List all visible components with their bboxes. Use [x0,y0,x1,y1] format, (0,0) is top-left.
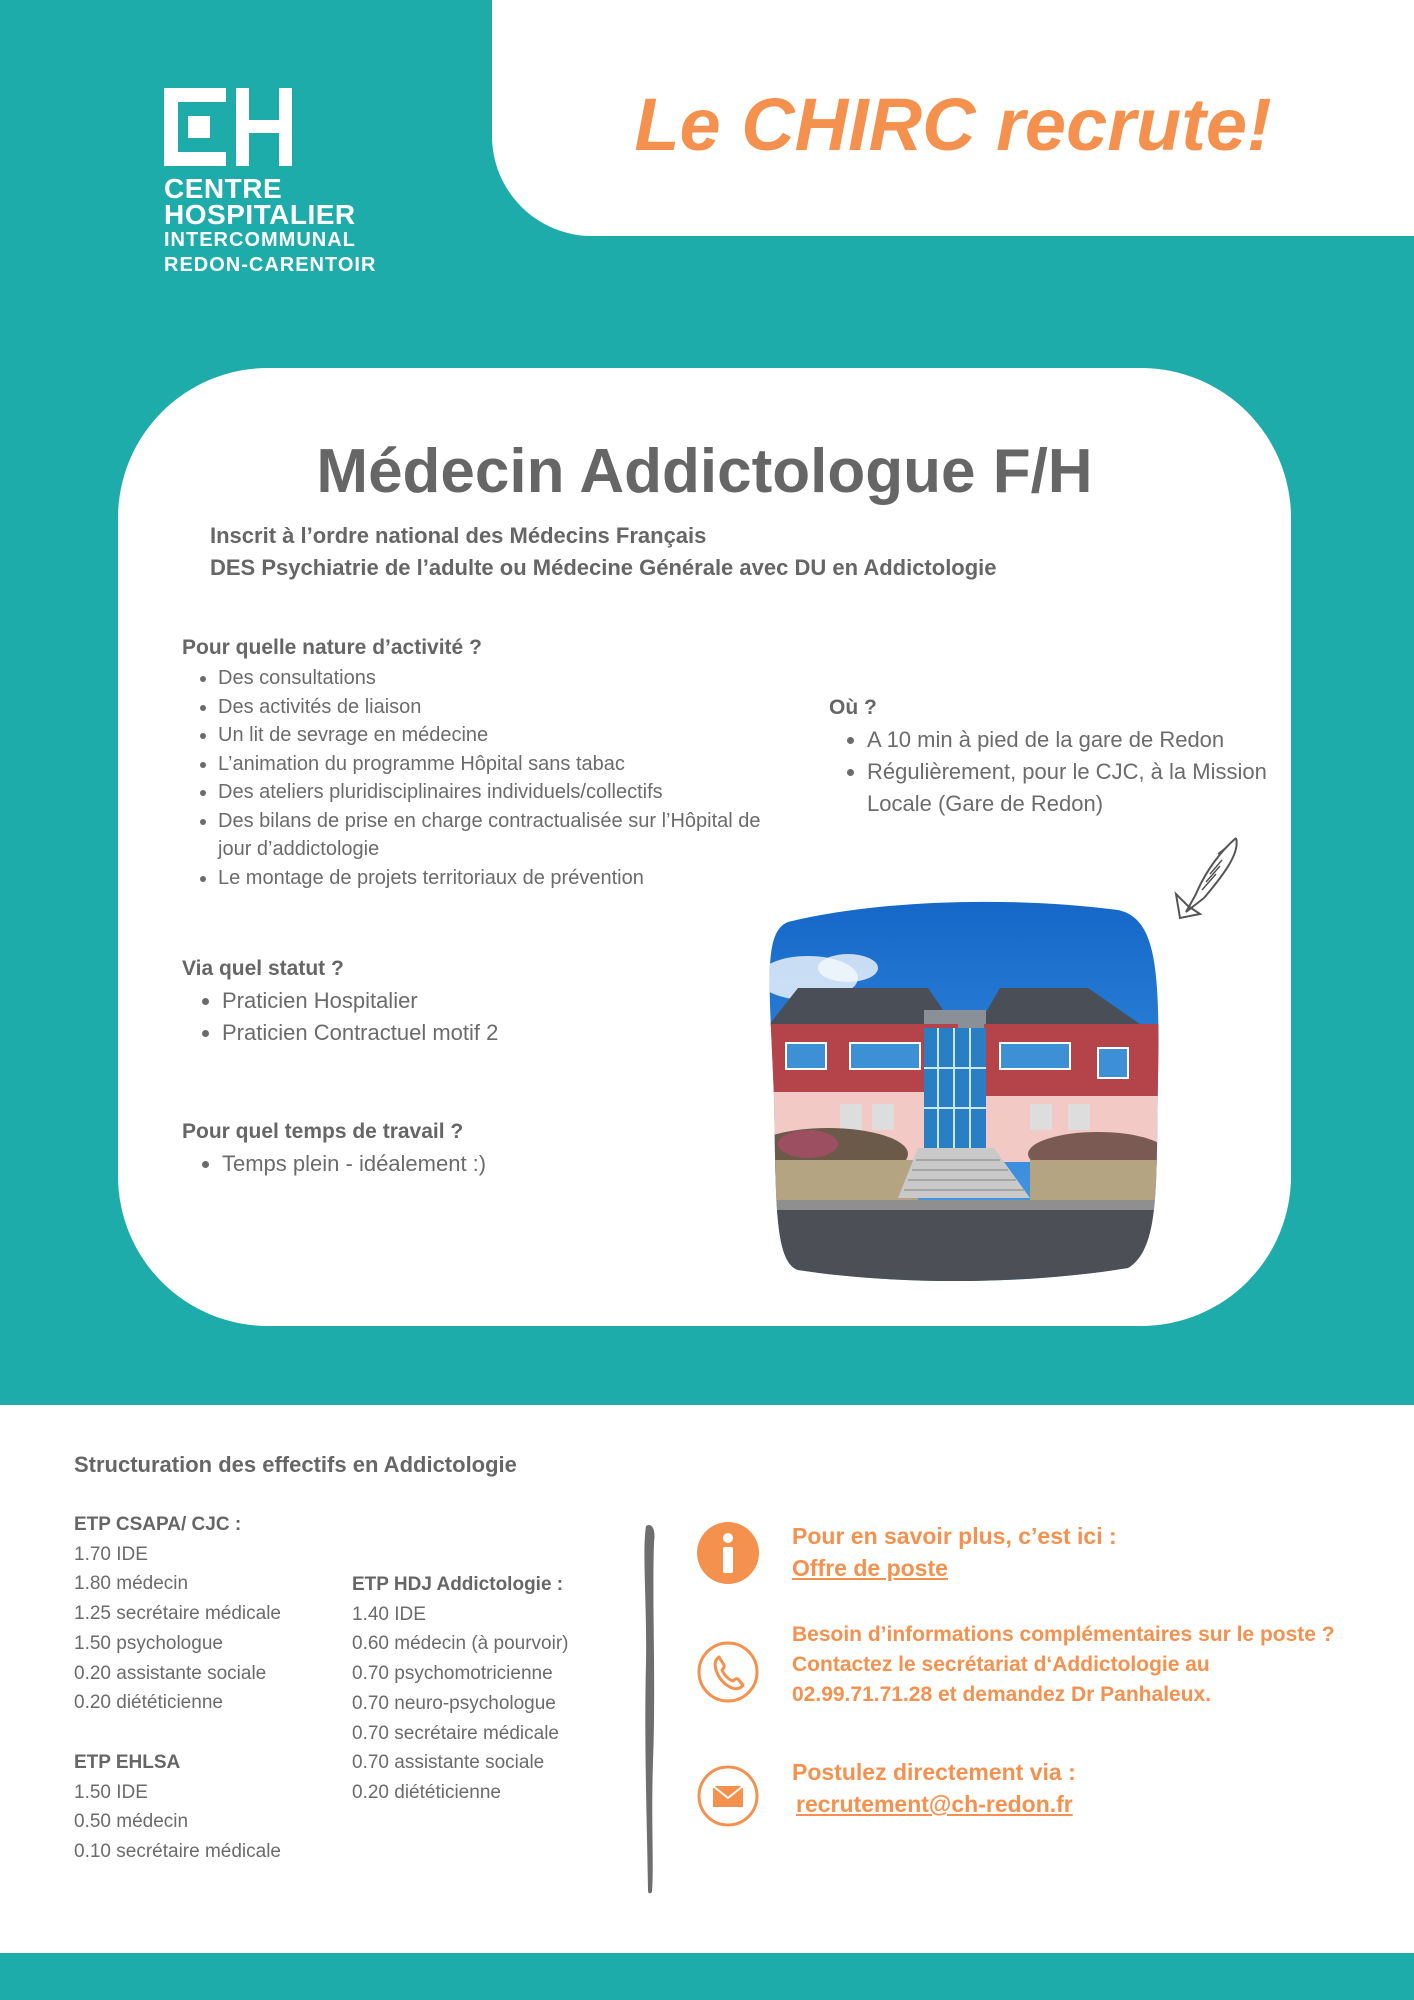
list-item: 1.50 IDE [74,1781,148,1803]
job-requirements [210,520,997,584]
list-item: 0.70 psychomotricienne [352,1663,553,1685]
hospital-building-photo [768,898,1160,1282]
list-item: • L’animation du programme Hôpital sans tabac [218,750,782,779]
logo-line-centre: CENTRE [164,173,283,204]
worktime-section [182,1120,682,1180]
list-item: 1.25 secrétaire médicale [74,1603,281,1625]
list-item: 0.70 assistante sociale [352,1752,545,1774]
worktime-list [182,1148,682,1180]
info-label: Pour en savoir plus, c’est ici : [792,1523,1117,1549]
list-item: 1.40 IDE [352,1603,426,1625]
list-item: 1.50 psychologue [74,1632,223,1654]
list-item: • Des bilans de prise en charge contractualisée sur l’Hôpital de jour d’addictologie [218,807,782,864]
logo-line-intercommunal: INTERCOMMUNAL [164,229,356,251]
phone-block [792,1620,1335,1710]
list-item: 0.50 médecin [74,1811,189,1833]
list-item: 1.80 médecin [74,1573,189,1595]
job-card [118,368,1291,1326]
list-item: 0.20 diététicienne [74,1692,223,1714]
footer-band [0,1953,1414,2000]
phone-line: Besoin d’informations complémentaires sur le poste ? [792,1623,1335,1646]
phone-icon [696,1640,760,1704]
hand-drawn-arrow-icon [1170,834,1242,924]
staffing-csapa-heading: ETP CSAPA/ CJC : [74,1514,242,1535]
list-item: 0.10 secrétaire médicale [74,1841,281,1863]
vertical-divider [640,1522,660,1894]
activities-section [182,636,782,892]
info-icon [696,1521,760,1585]
mail-label: Postulez directement via : [792,1759,1076,1785]
list-item: • Un lit de sevrage en médecine [218,721,782,750]
list-item: 0.70 neuro-psychologue [352,1692,556,1714]
list-item: 1.70 IDE [74,1543,148,1565]
list-item: 0.60 médecin (à pourvoir) [352,1633,569,1655]
mail-block [792,1756,1076,1820]
requirement-line: Inscrit à l’ordre national des Médecins Français [210,523,707,548]
ch-logo-icon [164,88,292,166]
staffing-ehlsa [74,1748,281,1867]
logo-line-hospitalier: HOSPITALIER [164,199,356,230]
status-list [182,985,682,1049]
job-title: Médecin Addictologue F/H [316,437,1093,506]
status-heading: Via quel statut ? [182,957,344,980]
activities-heading: Pour quelle nature d’activité ? [182,636,482,659]
list-item: 0.20 diététicienne [352,1781,501,1803]
activities-list [182,664,782,892]
list-item: • Régulièrement, pour le CJC, à la Mission Locale (Gare de Redon) [867,756,1289,820]
list-item: • Des activités de liaison [218,693,782,722]
location-section [829,696,1289,820]
staffing-hdj-heading: ETP HDJ Addictologie : [352,1574,564,1595]
job-offer-link[interactable]: Offre de poste [792,1555,948,1581]
phone-line: Contactez le secrétariat d‘Addictologie au [792,1653,1210,1676]
staffing-hdj [352,1570,569,1808]
email-link[interactable]: recrutement@ch-redon.fr [796,1791,1073,1817]
hospital-logo [164,88,376,278]
staffing-ehlsa-heading: ETP EHLSA [74,1752,181,1773]
location-list [829,724,1289,820]
list-item: • Praticien Hospitalier [222,985,682,1017]
list-item: • Des consultations [218,664,782,693]
worktime-heading: Pour quel temps de travail ? [182,1120,464,1143]
info-block [792,1520,1117,1584]
list-item: • Praticien Contractuel motif 2 [222,1017,682,1049]
staffing-csapa [74,1510,281,1718]
requirement-line: DES Psychiatrie de l’adulte ou Médecine Générale avec DU en Addictologie [210,555,997,580]
staffing-heading: Structuration des effectifs en Addictologie [74,1452,517,1477]
page-title: Le CHIRC recrute! [634,83,1272,166]
list-item: 0.70 secrétaire médicale [352,1722,559,1744]
list-item: • A 10 min à pied de la gare de Redon [867,724,1289,756]
logo-line-redon-carentoir: REDON-CARENTOIR [164,254,377,276]
header-banner [492,0,1414,236]
phone-number[interactable]: 02.99.71.71.28 et demandez Dr Panhaleux. [792,1683,1212,1706]
location-heading: Où ? [829,696,877,719]
list-item: 0.20 assistante sociale [74,1662,267,1684]
mail-icon [696,1764,760,1828]
status-section [182,957,682,1049]
list-item: • Le montage de projets territoriaux de prévention [218,864,782,893]
list-item: • Temps plein - idéalement :) [222,1148,682,1180]
list-item: • Des ateliers pluridisciplinaires individuels/collectifs [218,778,782,807]
